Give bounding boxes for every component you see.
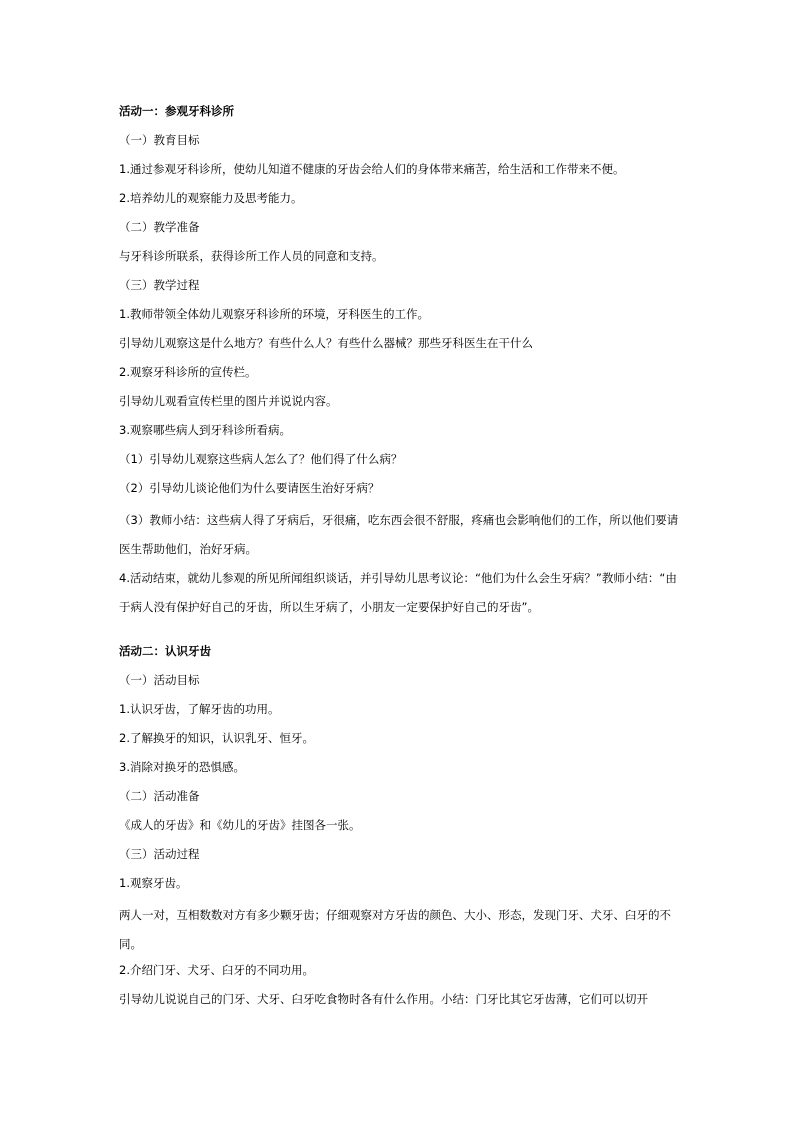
activity1-prep-text: 与牙科诊所联系，获得诊所工作人员的同意和支持。 (119, 249, 384, 263)
activity2-prep-text: 《成人的牙齿》和《幼儿的牙齿》挂图各一张。 (119, 818, 361, 832)
activity1-step-3-b: （2）引导幼儿谈论他们为什么要请医生治好牙病？ (119, 481, 380, 495)
activity1-goal-1: 1.通过参观牙科诊所，使幼儿知道不健康的牙齿会给人们的身体带来痛苦，给生活和工作带来不便。 (119, 162, 625, 176)
activity2-title: 活动二：认识牙齿 (119, 644, 211, 658)
activity1-step-3: 3.观察哪些病人到牙科诊所看病。 (119, 423, 291, 437)
activity1-step-2: 2.观察牙科诊所的宣传栏。 (119, 365, 257, 379)
activity1-step-3-c: （3）教师小结：这些病人得了牙病后，牙很痛，吃东西会很不舒服，疼痛也会影响他们的工作，所以他们要请医生帮助他们，治好牙病。 (119, 513, 679, 556)
activity2-step-2-text: 引导幼儿说说自己的门牙、犬牙、臼牙吃食物时各有什么作用。小结：门牙比其它牙齿薄，它们可以切开 (119, 992, 648, 1006)
activity1-step-1-text: 引导幼儿观察这是什么地方？有些什么人？有些什么器械？那些牙科医生在干什么 (119, 336, 533, 350)
activity1-step-3-a: （1）引导幼儿观察这些病人怎么了？他们得了什么病？ (119, 452, 403, 466)
activity2-process-heading: （三）活动过程 (119, 847, 200, 861)
activity2-prep-heading: （二）活动准备 (119, 789, 200, 803)
activity1-process-heading: （三）教学过程 (119, 278, 200, 292)
activity1-title: 活动一：参观牙科诊所 (119, 104, 234, 118)
document-page (119, 100, 679, 1017)
activity2-step-2: 2.介绍门牙、犬牙、臼牙的不同功用。 (119, 963, 314, 977)
activity2-goal-1: 1.认识牙齿，了解牙齿的功用。 (119, 702, 280, 716)
section-gap (119, 622, 679, 640)
activity2-goal-heading: （一）活动目标 (119, 673, 200, 687)
activity1-step-4: 4.活动结束，就幼儿参观的所见所闻组织谈话，并引导幼儿思考议论：“他们为什么会生牙病？”教师小结：“由于病人没有保护好自己的牙齿，所以生牙病了，小朋友一定要保护好自己的牙齿”。 (119, 571, 677, 614)
activity1-step-1: 1.教师带领全体幼儿观察牙科诊所的环境，牙科医生的工作。 (119, 307, 429, 321)
activity2-goal-3: 3.消除对换牙的恐惧感。 (119, 760, 245, 774)
activity2-step-1: 1.观察牙齿。 (119, 876, 188, 890)
activity1-goal-heading: （一）教育目标 (119, 133, 200, 147)
activity2-step-1-text: 两人一对，互相数数对方有多少颗牙齿；仔细观察对方牙齿的颜色、大小、形态，发现门牙、犬牙、臼牙的不同。 (119, 908, 671, 951)
activity1-prep-heading: （二）教学准备 (119, 220, 200, 234)
activity1-step-2-text: 引导幼儿观看宣传栏里的图片并说说内容。 (119, 394, 338, 408)
activity2-goal-2: 2.了解换牙的知识，认识乳牙、恒牙。 (119, 731, 314, 745)
activity1-goal-2: 2.培养幼儿的观察能力及思考能力。 (119, 191, 303, 205)
